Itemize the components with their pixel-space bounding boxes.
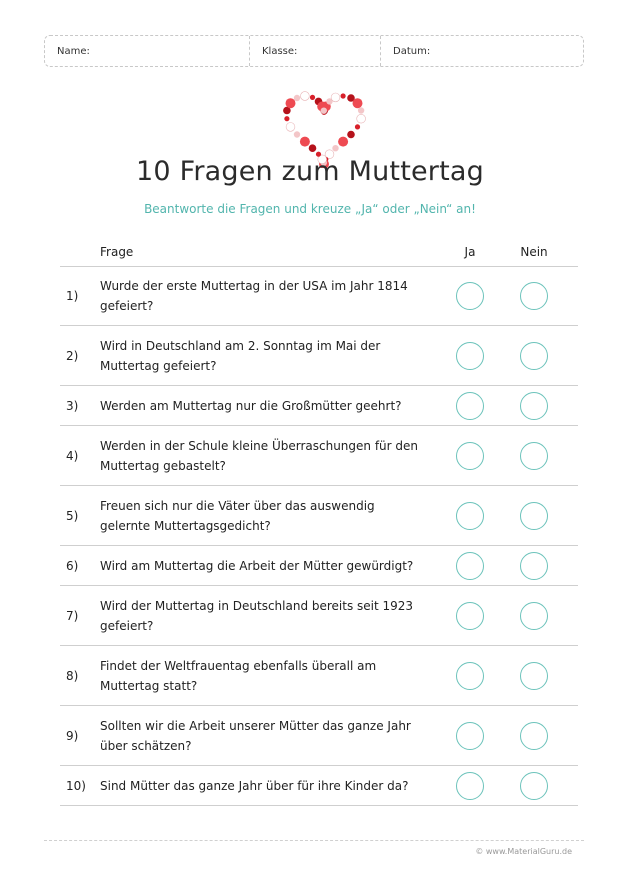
question-text: Findet der Weltfrauentag ebenfalls überall am Muttertag statt? [100,658,377,693]
yes-checkbox[interactable] [456,442,484,470]
question-row [60,426,578,486]
name-field[interactable] [45,36,250,66]
question-text: Werden am Muttertag nur die Großmütter geehrt? [100,398,402,413]
column-header-question: Frage [100,245,134,259]
class-label: Klasse: [262,45,298,57]
question-text: Freuen sich nur die Väter über das auswendig gelernte Muttertagsgedicht? [100,498,375,533]
no-checkbox[interactable] [520,442,548,470]
question-text: Werden in der Schule kleine Überraschungen für den Muttertag gebastelt? [100,438,419,473]
no-checkbox[interactable] [520,662,548,690]
no-checkbox[interactable] [520,772,548,800]
date-label: Datum: [393,45,431,57]
question-number: 8) [66,668,79,683]
question-row [60,386,578,426]
yes-checkbox[interactable] [456,662,484,690]
yes-checkbox[interactable] [456,282,484,310]
copyright-footer: © www.MaterialGuru.de [475,847,572,856]
question-row [60,706,578,766]
question-table [60,266,578,806]
no-checkbox[interactable] [520,552,548,580]
yes-checkbox[interactable] [456,722,484,750]
question-row [60,586,578,646]
question-text: Wird in Deutschland am 2. Sonntag im Mai der Muttertag gefeiert? [100,338,381,373]
yes-checkbox[interactable] [456,552,484,580]
question-number: 1) [66,288,79,303]
no-checkbox[interactable] [520,602,548,630]
question-text: Sollten wir die Arbeit unserer Mütter das ganze Jahr über schätzen? [100,718,411,753]
name-label: Name: [57,45,90,57]
page-title: 10 Fragen zum Muttertag [136,156,484,187]
question-number: 9) [66,728,79,743]
question-row [60,546,578,586]
question-row [60,486,578,546]
question-number: 3) [66,398,79,413]
yes-checkbox[interactable] [456,392,484,420]
student-info-header [44,35,584,67]
question-text: Wird der Muttertag in Deutschland bereits seit 1923 gefeiert? [100,598,414,633]
class-field[interactable] [250,36,381,66]
yes-checkbox[interactable] [456,502,484,530]
question-row [60,766,578,806]
date-field[interactable] [381,36,583,66]
question-number: 4) [66,448,79,463]
question-row [60,646,578,706]
no-checkbox[interactable] [520,282,548,310]
no-checkbox[interactable] [520,392,548,420]
question-row [60,326,578,386]
column-header-yes: Ja [464,245,476,259]
table-header [60,238,578,267]
question-text: Wird am Muttertag die Arbeit der Mütter gewürdigt? [100,558,414,573]
yes-checkbox[interactable] [456,772,484,800]
yes-checkbox[interactable] [456,342,484,370]
footer-divider [44,840,584,841]
no-checkbox[interactable] [520,502,548,530]
yes-checkbox[interactable] [456,602,484,630]
question-number: 10) [66,778,86,793]
question-number: 7) [66,608,79,623]
no-checkbox[interactable] [520,342,548,370]
question-text: Wurde der erste Muttertag in der USA im Jahr 1814 gefeiert? [100,278,408,313]
question-number: 2) [66,348,79,363]
instructions: Beantworte die Fragen und kreuze „Ja“ oder „Nein“ an! [144,202,476,216]
question-row [60,266,578,326]
no-checkbox[interactable] [520,722,548,750]
question-text: Sind Mütter das ganze Jahr über für ihre Kinder da? [100,778,409,793]
question-number: 5) [66,508,79,523]
column-header-no: Nein [520,245,548,259]
question-number: 6) [66,558,79,573]
